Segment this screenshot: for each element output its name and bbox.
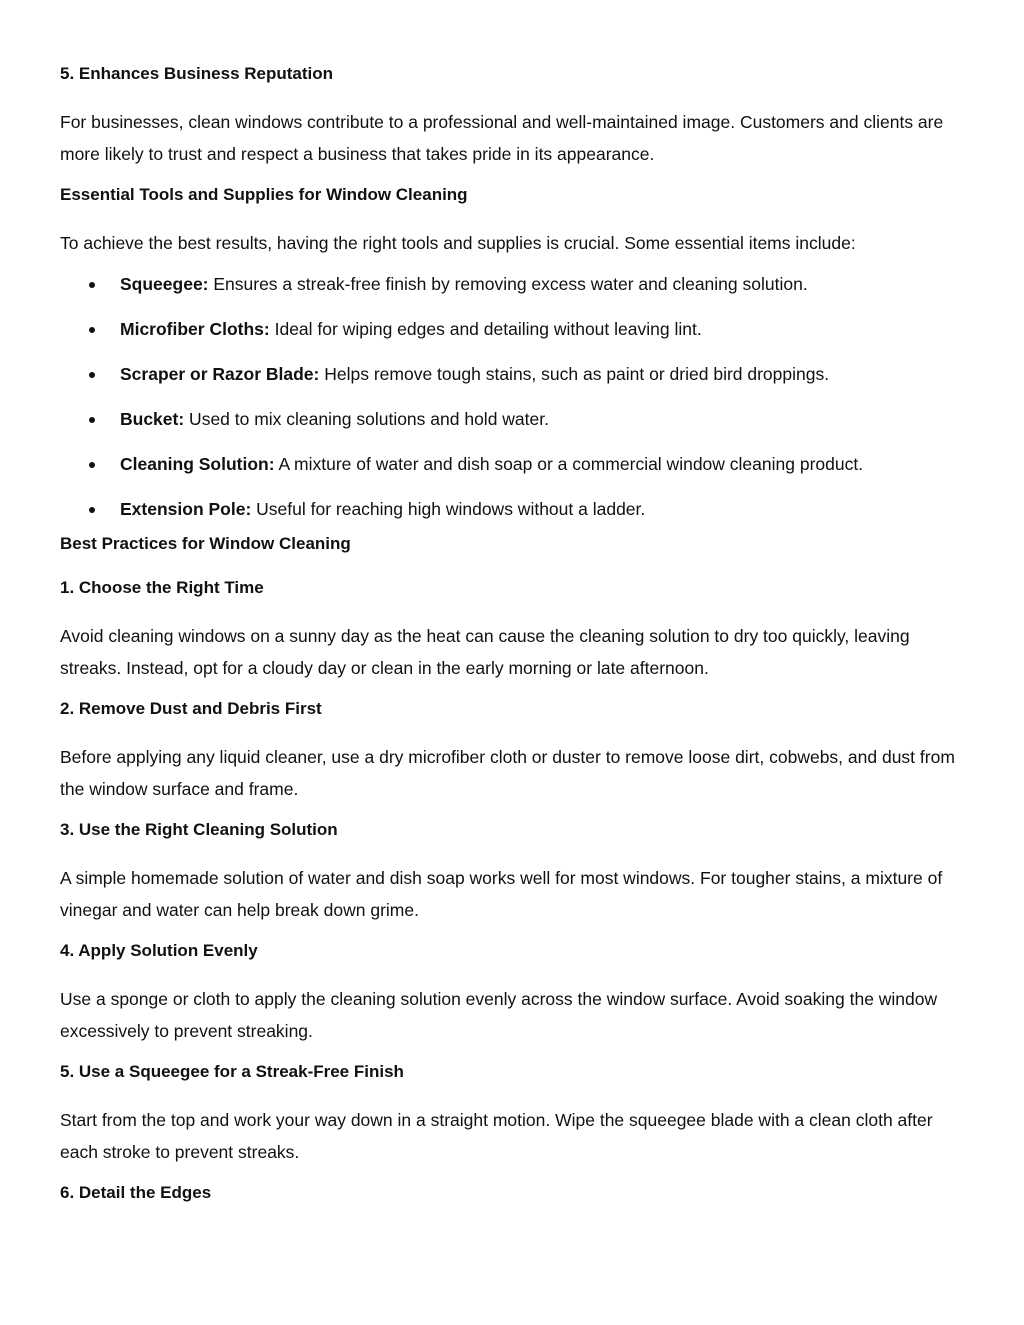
list-item-term: Cleaning Solution: <box>120 454 275 474</box>
list-item-term: Extension Pole: <box>120 499 252 519</box>
paragraph-tools-intro: To achieve the best results, having the right tools and supplies is crucial. Some essential items include: <box>60 233 856 253</box>
list-item <box>60 272 970 296</box>
bullet-icon <box>89 507 95 513</box>
list-item-desc: A mixture of water and dish soap or a commercial window cleaning product. <box>274 454 864 474</box>
list-item-term: Bucket: <box>120 409 185 429</box>
list-item-desc: Ensures a streak-free finish by removing excess water and cleaning solution. <box>208 274 808 294</box>
list-item-term: Scraper or Razor Blade: <box>120 364 320 384</box>
bullet-icon <box>89 372 95 378</box>
step-heading-5: 5. Use a Squeegee for a Streak-Free Finish <box>60 1062 404 1081</box>
section-heading-best-practices: Best Practices for Window Cleaning <box>60 534 351 553</box>
list-item <box>60 362 970 386</box>
bullet-icon <box>89 282 95 288</box>
list-item <box>60 497 970 521</box>
tools-list <box>60 272 970 521</box>
list-item <box>60 317 970 341</box>
list-item-desc: Helps remove tough stains, such as paint or dried bird droppings. <box>319 364 830 384</box>
step-paragraph-2: Before applying any liquid cleaner, use a dry microfiber cloth or duster to remove loose dirt, cobwebs, and dust from the window surface and frame. <box>60 747 955 799</box>
list-item-desc: Useful for reaching high windows without a ladder. <box>251 499 646 519</box>
step-paragraph-4: Use a sponge or cloth to apply the cleaning solution evenly across the window surface. Avoid soaking the window excessively to prevent streaking. <box>60 989 938 1041</box>
list-item-desc: Used to mix cleaning solutions and hold water. <box>184 409 549 429</box>
step-heading-3: 3. Use the Right Cleaning Solution <box>60 820 338 839</box>
step-heading-4: 4. Apply Solution Evenly <box>60 941 258 960</box>
document-page <box>60 62 970 1205</box>
list-item <box>60 452 970 476</box>
section-heading-enhances-reputation: 5. Enhances Business Reputation <box>60 64 334 83</box>
step-paragraph-5: Start from the top and work your way down in a straight motion. Wipe the squeegee blade with a clean cloth after each stroke to prevent streaks. <box>60 1110 933 1162</box>
list-item-term: Microfiber Cloths: <box>120 319 270 339</box>
paragraph-enhances-reputation: For businesses, clean windows contribute to a professional and well-maintained image. Customers and clients are more likely to trust and respect a business that takes pride in its appearance. <box>60 112 944 164</box>
step-heading-2: 2. Remove Dust and Debris First <box>60 699 322 718</box>
bullet-icon <box>89 417 95 423</box>
step-heading-1: 1. Choose the Right Time <box>60 578 264 597</box>
step-heading-6: 6. Detail the Edges <box>60 1183 212 1202</box>
list-item-term: Squeegee: <box>120 274 209 294</box>
section-heading-tools: Essential Tools and Supplies for Window Cleaning <box>60 185 468 204</box>
step-paragraph-3: A simple homemade solution of water and dish soap works well for most windows. For tougher stains, a mixture of vinegar and water can help break down grime. <box>60 868 943 920</box>
list-item <box>60 407 970 431</box>
list-item-desc: Ideal for wiping edges and detailing without leaving lint. <box>269 319 702 339</box>
step-paragraph-1: Avoid cleaning windows on a sunny day as the heat can cause the cleaning solution to dry too quickly, leaving streaks. Instead, opt for a cloudy day or clean in the early morning or late afternoon. <box>60 626 910 678</box>
bullet-icon <box>89 327 95 333</box>
bullet-icon <box>89 462 95 468</box>
